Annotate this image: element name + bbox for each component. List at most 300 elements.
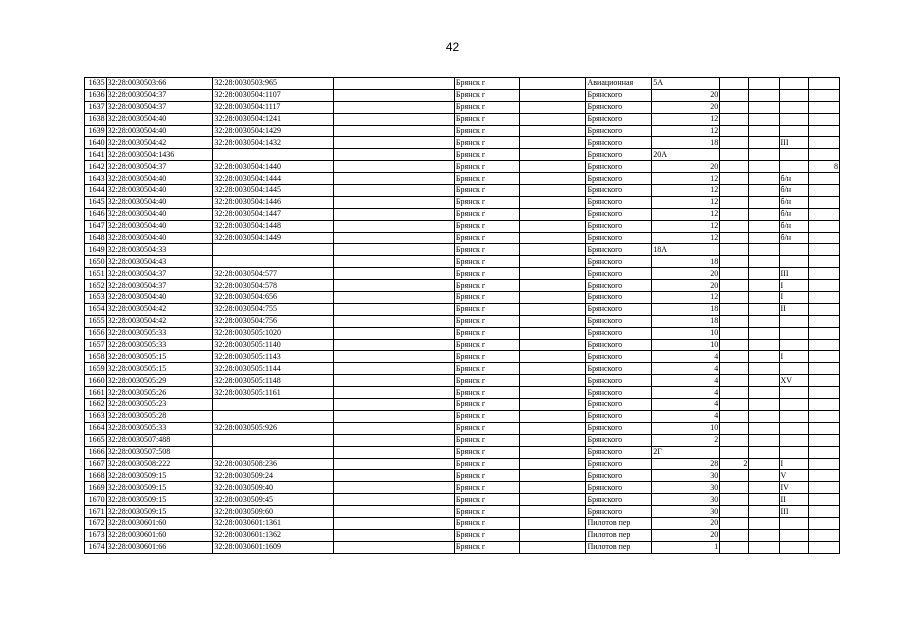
table-cell-col-0: 1638 — [85, 113, 107, 125]
table-cell-col-10 — [779, 399, 808, 411]
table-cell-col-6: Брянского — [586, 363, 652, 375]
table-cell-col-5 — [519, 458, 586, 470]
table-cell-col-3 — [334, 482, 455, 494]
table-cell-col-1: 32:28:0030507:508 — [106, 446, 213, 458]
table-cell-col-7: 4 — [652, 399, 720, 411]
table-cell-col-1: 32:28:0030509:15 — [106, 482, 213, 494]
table-cell-col-11 — [808, 458, 839, 470]
table-cell-col-5 — [519, 387, 586, 399]
table-row — [85, 506, 840, 518]
table-cell-col-5 — [519, 303, 586, 315]
table-cell-col-4: Брянск г — [454, 149, 519, 161]
table-cell-col-5 — [519, 268, 586, 280]
table-cell-col-2: 32:28:0030508:236 — [213, 458, 334, 470]
table-cell-col-8 — [720, 541, 749, 553]
table-cell-col-11 — [808, 410, 839, 422]
table-cell-col-4: Брянск г — [454, 137, 519, 149]
table-cell-col-9 — [749, 232, 779, 244]
table-cell-col-8: 2 — [720, 458, 749, 470]
table-cell-col-2 — [213, 399, 334, 411]
table-cell-col-1: 32:28:0030505:29 — [106, 375, 213, 387]
table-cell-col-1: 32:28:0030504:37 — [106, 268, 213, 280]
table-cell-col-4: Брянск г — [454, 351, 519, 363]
table-cell-col-7: 18 — [652, 256, 720, 268]
table-cell-col-11 — [808, 375, 839, 387]
table-row — [85, 292, 840, 304]
table-cell-col-9 — [749, 125, 779, 137]
table-cell-col-7: 18 — [652, 137, 720, 149]
table-row — [85, 315, 840, 327]
table-cell-col-5 — [519, 208, 586, 220]
table-cell-col-4: Брянск г — [454, 494, 519, 506]
table-cell-col-5 — [519, 541, 586, 553]
table-cell-col-9 — [749, 78, 779, 90]
table-cell-col-10: XV — [779, 375, 808, 387]
table-cell-col-8 — [720, 256, 749, 268]
table-cell-col-3 — [334, 434, 455, 446]
table-cell-col-6: Брянского — [586, 494, 652, 506]
table-cell-col-8 — [720, 315, 749, 327]
table-cell-col-9 — [749, 422, 779, 434]
table-cell-col-2: 32:28:0030504:1448 — [213, 220, 334, 232]
table-cell-col-11 — [808, 470, 839, 482]
table-cell-col-9 — [749, 173, 779, 185]
table-cell-col-8 — [720, 482, 749, 494]
table-cell-col-5 — [519, 315, 586, 327]
table-cell-col-8 — [720, 351, 749, 363]
table-cell-col-3 — [334, 410, 455, 422]
table-cell-col-6: Брянского — [586, 268, 652, 280]
table-cell-col-11 — [808, 149, 839, 161]
table-row — [85, 470, 840, 482]
table-cell-col-9 — [749, 375, 779, 387]
table-cell-col-2: 32:28:0030509:60 — [213, 506, 334, 518]
table-cell-col-3 — [334, 458, 455, 470]
table-cell-col-4: Брянск г — [454, 458, 519, 470]
table-cell-col-0: 1650 — [85, 256, 107, 268]
table-cell-col-10: б/н — [779, 173, 808, 185]
table-cell-col-0: 1649 — [85, 244, 107, 256]
table-cell-col-6: Брянского — [586, 149, 652, 161]
table-cell-col-2: 32:28:0030601:1362 — [213, 529, 334, 541]
table-cell-col-6: Брянского — [586, 208, 652, 220]
table-cell-col-2: 32:28:0030504:1447 — [213, 208, 334, 220]
table-cell-col-6: Брянского — [586, 434, 652, 446]
table-cell-col-4: Брянск г — [454, 482, 519, 494]
table-cell-col-2: 32:28:0030505:1161 — [213, 387, 334, 399]
table-cell-col-10: б/н — [779, 208, 808, 220]
table-cell-col-5 — [519, 327, 586, 339]
table-cell-col-4: Брянск г — [454, 470, 519, 482]
table-cell-col-6: Пилотов пер — [586, 517, 652, 529]
table-cell-col-3 — [334, 351, 455, 363]
table-cell-col-11 — [808, 494, 839, 506]
table-cell-col-5 — [519, 529, 586, 541]
table-cell-col-7: 18 — [652, 315, 720, 327]
table-cell-col-1: 32:28:0030508:222 — [106, 458, 213, 470]
table-cell-col-3 — [334, 541, 455, 553]
table-cell-col-5 — [519, 161, 586, 173]
table-cell-col-7: 12 — [652, 208, 720, 220]
table-cell-col-5 — [519, 363, 586, 375]
table-cell-col-6: Брянского — [586, 173, 652, 185]
table-cell-col-2: 32:28:0030504:1107 — [213, 89, 334, 101]
table-cell-col-9 — [749, 137, 779, 149]
table-cell-col-4: Брянск г — [454, 529, 519, 541]
table-row — [85, 339, 840, 351]
table-cell-col-8 — [720, 220, 749, 232]
table-cell-col-3 — [334, 101, 455, 113]
table-cell-col-10: II — [779, 494, 808, 506]
table-cell-col-7: 1 — [652, 541, 720, 553]
table-cell-col-2: 32:28:0030504:1241 — [213, 113, 334, 125]
table-cell-col-3 — [334, 470, 455, 482]
table-row — [85, 494, 840, 506]
table-cell-col-3 — [334, 399, 455, 411]
table-cell-col-9 — [749, 410, 779, 422]
table-cell-col-7: 10 — [652, 339, 720, 351]
table-cell-col-3 — [334, 185, 455, 197]
table-cell-col-2: 32:28:0030504:1440 — [213, 161, 334, 173]
table-cell-col-4: Брянск г — [454, 232, 519, 244]
table-cell-col-7: 2 — [652, 434, 720, 446]
table-cell-col-9 — [749, 280, 779, 292]
table-cell-col-10 — [779, 517, 808, 529]
table-cell-col-10: I — [779, 292, 808, 304]
table-cell-col-7: 4 — [652, 375, 720, 387]
table-cell-col-11 — [808, 244, 839, 256]
table-cell-col-7: 20 — [652, 101, 720, 113]
table-cell-col-8 — [720, 173, 749, 185]
table-cell-col-10: II — [779, 303, 808, 315]
table-cell-col-2 — [213, 244, 334, 256]
table-cell-col-5 — [519, 101, 586, 113]
table-cell-col-6: Брянского — [586, 244, 652, 256]
table-cell-col-5 — [519, 375, 586, 387]
table-cell-col-9 — [749, 363, 779, 375]
table-cell-col-5 — [519, 470, 586, 482]
table-cell-col-11 — [808, 529, 839, 541]
table-cell-col-9 — [749, 458, 779, 470]
table-cell-col-6: Брянского — [586, 458, 652, 470]
table-cell-col-6: Брянского — [586, 280, 652, 292]
table-cell-col-9 — [749, 541, 779, 553]
table-cell-col-6: Брянского — [586, 446, 652, 458]
table-cell-col-0: 1636 — [85, 89, 107, 101]
table-cell-col-4: Брянск г — [454, 363, 519, 375]
table-cell-col-8 — [720, 529, 749, 541]
table-cell-col-2: 32:28:0030509:24 — [213, 470, 334, 482]
table-cell-col-3 — [334, 137, 455, 149]
table-cell-col-9 — [749, 315, 779, 327]
table-row — [85, 244, 840, 256]
table-cell-col-0: 1674 — [85, 541, 107, 553]
table-cell-col-1: 32:28:0030504:40 — [106, 232, 213, 244]
table-cell-col-5 — [519, 220, 586, 232]
table-cell-col-1: 32:28:0030601:60 — [106, 529, 213, 541]
table-cell-col-10 — [779, 387, 808, 399]
table-row — [85, 196, 840, 208]
table-cell-col-9 — [749, 89, 779, 101]
table-cell-col-1: 32:28:0030504:42 — [106, 137, 213, 149]
table-cell-col-7: 12 — [652, 185, 720, 197]
table-cell-col-0: 1640 — [85, 137, 107, 149]
table-cell-col-11 — [808, 268, 839, 280]
table-cell-col-6: Брянского — [586, 89, 652, 101]
table-cell-col-0: 1641 — [85, 149, 107, 161]
table-cell-col-5 — [519, 244, 586, 256]
table-cell-col-6: Авиационная — [586, 78, 652, 90]
table-cell-col-7: 5А — [652, 78, 720, 90]
table-cell-col-10 — [779, 149, 808, 161]
table-cell-col-6: Брянского — [586, 399, 652, 411]
table-cell-col-3 — [334, 446, 455, 458]
table-cell-col-8 — [720, 303, 749, 315]
table-row — [85, 529, 840, 541]
table-cell-col-1: 32:28:0030504:40 — [106, 292, 213, 304]
table-cell-col-7: 12 — [652, 232, 720, 244]
table-cell-col-2 — [213, 256, 334, 268]
table-cell-col-4: Брянск г — [454, 280, 519, 292]
table-cell-col-9 — [749, 256, 779, 268]
table-cell-col-1: 32:28:0030504:43 — [106, 256, 213, 268]
table-cell-col-3 — [334, 494, 455, 506]
table-cell-col-4: Брянск г — [454, 208, 519, 220]
table-cell-col-6: Брянского — [586, 125, 652, 137]
table-cell-col-10 — [779, 446, 808, 458]
table-cell-col-9 — [749, 101, 779, 113]
table-cell-col-6: Брянского — [586, 185, 652, 197]
table-cell-col-6: Брянского — [586, 113, 652, 125]
table-cell-col-10: I — [779, 280, 808, 292]
table-cell-col-7: 2Г — [652, 446, 720, 458]
table-cell-col-11 — [808, 256, 839, 268]
table-cell-col-11 — [808, 482, 839, 494]
table-cell-col-7: 18А — [652, 244, 720, 256]
table-cell-col-8 — [720, 268, 749, 280]
table-cell-col-7: 28 — [652, 458, 720, 470]
table-cell-col-7: 12 — [652, 196, 720, 208]
table-cell-col-2: 32:28:0030503:965 — [213, 78, 334, 90]
table-cell-col-4: Брянск г — [454, 387, 519, 399]
table-cell-col-10 — [779, 244, 808, 256]
table-cell-col-6: Брянского — [586, 387, 652, 399]
table-cell-col-10 — [779, 161, 808, 173]
table-cell-col-7: 10 — [652, 422, 720, 434]
table-cell-col-5 — [519, 506, 586, 518]
table-cell-col-1: 32:28:0030504:40 — [106, 208, 213, 220]
table-cell-col-6: Брянского — [586, 232, 652, 244]
table-cell-col-10: IV — [779, 482, 808, 494]
table-cell-col-6: Брянского — [586, 137, 652, 149]
table-cell-col-1: 32:28:0030601:60 — [106, 517, 213, 529]
table-cell-col-1: 32:28:0030504:40 — [106, 113, 213, 125]
table-cell-col-4: Брянск г — [454, 422, 519, 434]
table-cell-col-11 — [808, 351, 839, 363]
table-cell-col-11 — [808, 446, 839, 458]
table-cell-col-5 — [519, 517, 586, 529]
table-cell-col-9 — [749, 303, 779, 315]
table-cell-col-2: 32:28:0030504:1445 — [213, 185, 334, 197]
table-row — [85, 113, 840, 125]
table-cell-col-4: Брянск г — [454, 220, 519, 232]
table-cell-col-7: 30 — [652, 506, 720, 518]
table-cell-col-0: 1662 — [85, 399, 107, 411]
table-cell-col-11 — [808, 196, 839, 208]
table-cell-col-9 — [749, 494, 779, 506]
table-cell-col-6: Брянского — [586, 303, 652, 315]
table-row — [85, 280, 840, 292]
table-cell-col-11 — [808, 399, 839, 411]
table-cell-col-3 — [334, 244, 455, 256]
table-cell-col-9 — [749, 387, 779, 399]
table-row — [85, 125, 840, 137]
table-cell-col-10 — [779, 541, 808, 553]
table-cell-col-8 — [720, 399, 749, 411]
table-cell-col-10: I — [779, 458, 808, 470]
table-cell-col-1: 32:28:0030505:26 — [106, 387, 213, 399]
table-cell-col-2 — [213, 434, 334, 446]
table-cell-col-5 — [519, 173, 586, 185]
table-cell-col-8 — [720, 113, 749, 125]
table-cell-col-8 — [720, 89, 749, 101]
table-cell-col-10: б/н — [779, 185, 808, 197]
table-cell-col-3 — [334, 292, 455, 304]
table-cell-col-5 — [519, 185, 586, 197]
table-cell-col-4: Брянск г — [454, 196, 519, 208]
table-cell-col-11 — [808, 101, 839, 113]
table-row — [85, 517, 840, 529]
table-cell-col-2 — [213, 410, 334, 422]
table-cell-col-9 — [749, 517, 779, 529]
table-cell-col-11 — [808, 185, 839, 197]
table-cell-col-3 — [334, 256, 455, 268]
table-cell-col-5 — [519, 399, 586, 411]
table-cell-col-2: 32:28:0030504:1432 — [213, 137, 334, 149]
table-cell-col-6: Брянского — [586, 315, 652, 327]
table-cell-col-8 — [720, 232, 749, 244]
table-cell-col-7: 20 — [652, 161, 720, 173]
table-cell-col-8 — [720, 434, 749, 446]
table-cell-col-10 — [779, 434, 808, 446]
table-cell-col-8 — [720, 339, 749, 351]
table-cell-col-2: 32:28:0030504:1449 — [213, 232, 334, 244]
table-cell-col-1: 32:28:0030507:488 — [106, 434, 213, 446]
table-cell-col-5 — [519, 292, 586, 304]
table-cell-col-7: 12 — [652, 125, 720, 137]
table-cell-col-1: 32:28:0030504:40 — [106, 173, 213, 185]
table-cell-col-11 — [808, 517, 839, 529]
table-cell-col-10: I — [779, 351, 808, 363]
table-cell-col-7: 20А — [652, 149, 720, 161]
table-cell-col-6: Пилотов пер — [586, 529, 652, 541]
table-row — [85, 161, 840, 173]
table-cell-col-9 — [749, 268, 779, 280]
table-cell-col-4: Брянск г — [454, 125, 519, 137]
table-cell-col-11 — [808, 173, 839, 185]
table-cell-col-2: 32:28:0030601:1609 — [213, 541, 334, 553]
table-cell-col-0: 1643 — [85, 173, 107, 185]
table-cell-col-7: 4 — [652, 387, 720, 399]
table-cell-col-0: 1637 — [85, 101, 107, 113]
table-cell-col-1: 32:28:0030504:40 — [106, 125, 213, 137]
table-cell-col-7: 20 — [652, 280, 720, 292]
table-cell-col-11 — [808, 220, 839, 232]
table-cell-col-1: 32:28:0030509:15 — [106, 506, 213, 518]
table-cell-col-10 — [779, 78, 808, 90]
table-cell-col-10 — [779, 363, 808, 375]
table-cell-col-8 — [720, 292, 749, 304]
table-cell-col-8 — [720, 327, 749, 339]
table-cell-col-3 — [334, 517, 455, 529]
table-cell-col-2: 32:28:0030509:40 — [213, 482, 334, 494]
table-cell-col-11 — [808, 208, 839, 220]
table-cell-col-2: 32:28:0030504:577 — [213, 268, 334, 280]
table-cell-col-1: 32:28:0030601:66 — [106, 541, 213, 553]
table-row — [85, 351, 840, 363]
table-cell-col-4: Брянск г — [454, 410, 519, 422]
table-cell-col-6: Брянского — [586, 422, 652, 434]
table-cell-col-6: Брянского — [586, 410, 652, 422]
table-cell-col-9 — [749, 399, 779, 411]
table-row — [85, 149, 840, 161]
table-row — [85, 173, 840, 185]
table-cell-col-1: 32:28:0030504:33 — [106, 244, 213, 256]
table-cell-col-8 — [720, 494, 749, 506]
table-cell-col-7: 12 — [652, 292, 720, 304]
table-cell-col-7: 20 — [652, 529, 720, 541]
table-cell-col-0: 1655 — [85, 315, 107, 327]
table-cell-col-1: 32:28:0030505:33 — [106, 339, 213, 351]
table-cell-col-0: 1669 — [85, 482, 107, 494]
table-cell-col-8 — [720, 446, 749, 458]
table-cell-col-11 — [808, 232, 839, 244]
table-cell-col-10 — [779, 315, 808, 327]
table-cell-col-9 — [749, 185, 779, 197]
table-cell-col-0: 1671 — [85, 506, 107, 518]
table-cell-col-0: 1635 — [85, 78, 107, 90]
table-row — [85, 89, 840, 101]
table-cell-col-3 — [334, 339, 455, 351]
table-cell-col-4: Брянск г — [454, 256, 519, 268]
table-cell-col-2: 32:28:0030504:1117 — [213, 101, 334, 113]
table-cell-col-1: 32:28:0030505:23 — [106, 399, 213, 411]
table-cell-col-0: 1661 — [85, 387, 107, 399]
table-cell-col-3 — [334, 78, 455, 90]
table-cell-col-1: 32:28:0030509:15 — [106, 470, 213, 482]
table-cell-col-2: 32:28:0030505:1148 — [213, 375, 334, 387]
table-cell-col-0: 1667 — [85, 458, 107, 470]
table-cell-col-6: Брянского — [586, 375, 652, 387]
table-cell-col-3 — [334, 422, 455, 434]
table-cell-col-6: Брянского — [586, 506, 652, 518]
table-cell-col-8 — [720, 517, 749, 529]
table-cell-col-0: 1664 — [85, 422, 107, 434]
table-cell-col-7: 10 — [652, 327, 720, 339]
table-cell-col-1: 32:28:0030504:42 — [106, 315, 213, 327]
table-cell-col-5 — [519, 434, 586, 446]
table-cell-col-0: 1670 — [85, 494, 107, 506]
table-cell-col-2: 32:28:0030505:926 — [213, 422, 334, 434]
table-row — [85, 78, 840, 90]
table-cell-col-9 — [749, 149, 779, 161]
table-cell-col-9 — [749, 482, 779, 494]
table-row — [85, 268, 840, 280]
table-cell-col-3 — [334, 208, 455, 220]
table-cell-col-7: 4 — [652, 410, 720, 422]
table-cell-col-10 — [779, 339, 808, 351]
table-cell-col-0: 1645 — [85, 196, 107, 208]
